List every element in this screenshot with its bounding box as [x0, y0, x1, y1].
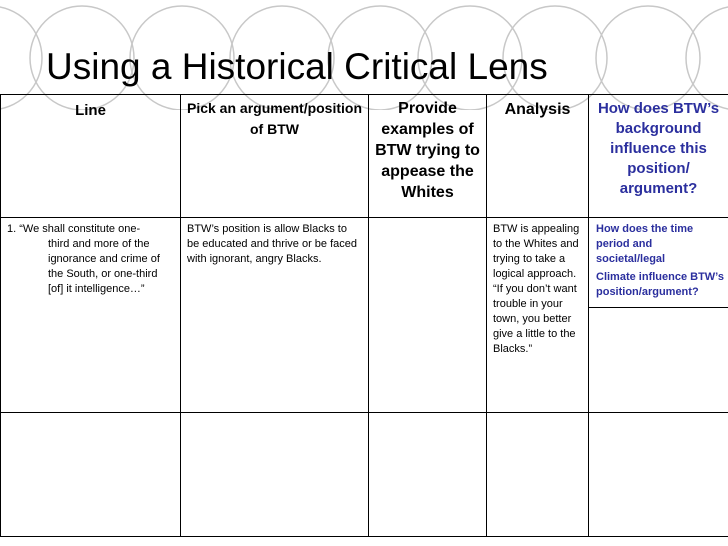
- cell-provide: [369, 413, 487, 537]
- how-question-2: Climate influence BTW’s position/argument?: [596, 271, 724, 298]
- how-question-1: How does the time period and societal/legal: [596, 223, 694, 265]
- slide-title: Using a Historical Critical Lens: [46, 46, 548, 87]
- analysis-text: [487, 413, 588, 417]
- line-text: [1, 413, 180, 417]
- provide-text: [369, 413, 486, 417]
- line-quote-rest: third and more of the ignorance and crime of the South, or one-third [of] it intelligence…”: [48, 238, 160, 295]
- header-how: How does BTW’s background influence this position/ argument?: [589, 95, 728, 218]
- analysis-text: BTW is appealing to the Whites and trying to take a logical approach. “If you don’t want trouble in your town, you better give a little to the Blacks.”: [493, 223, 580, 355]
- cell-how: [589, 413, 728, 537]
- cell-analysis: [487, 218, 589, 413]
- header-pick: Pick an argument/position of BTW: [181, 95, 369, 218]
- table-row: [1, 218, 728, 413]
- how-text: [589, 413, 728, 417]
- cell-analysis: [487, 413, 589, 537]
- analysis-table: [0, 94, 728, 537]
- provide-text: [369, 218, 486, 222]
- cell-pick: [181, 413, 369, 537]
- cell-divider: [589, 307, 728, 308]
- pick-text: [181, 413, 368, 417]
- header-row: [1, 95, 728, 218]
- header-analysis: Analysis: [487, 95, 589, 218]
- line-number: 1.: [7, 223, 17, 235]
- cell-provide: [369, 218, 487, 413]
- cell-pick: [181, 218, 369, 413]
- cell-line: [1, 413, 181, 537]
- line-quote-first: “We shall constitute one-: [19, 223, 141, 235]
- header-line: Line: [1, 95, 181, 218]
- pick-text: BTW’s position is allow Blacks to be educated and thrive or be faced with ignorant, angry Blacks.: [187, 223, 358, 265]
- table-row: [1, 413, 728, 537]
- cell-line: [1, 218, 181, 413]
- quote-line: [1, 218, 180, 297]
- cell-how: [589, 218, 728, 413]
- how-questions: [589, 218, 728, 307]
- header-provide: Provide examples of BTW trying to appease the Whites: [369, 95, 487, 218]
